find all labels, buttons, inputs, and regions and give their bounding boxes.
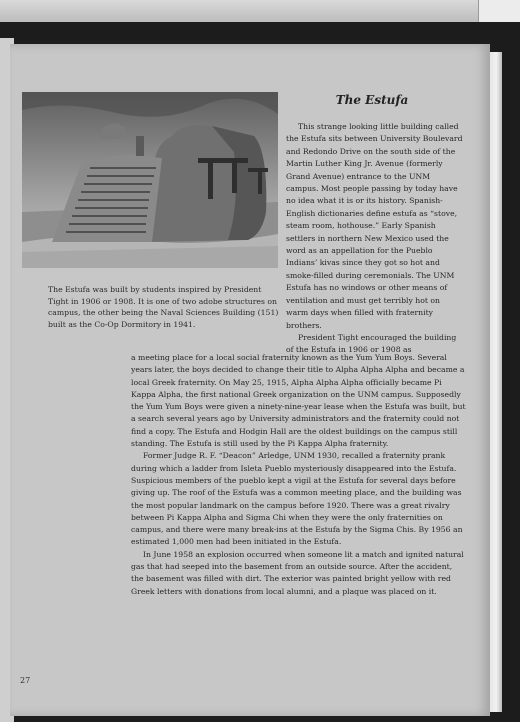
body-paragraph: a meeting place for a local social fraternity known as the Yum Yum Boys. Several years later, the boys decided to change their title to Alpha Alpha Alpha and became a local Greek fraternity. On May 25, 1915, Alpha Alpha Alpha officially became Pi Kappa Alpha, the first national Greek organization on the UNM campus. Supposedly the Yum Yum Boys were given a ninety-nine-year lease when the Estufa was built, but a search several years ago by University administrators and the fraternity could not find a copy. The Estufa and Hodgin Hall are the oldest buildings on the campus still standing. The Estufa is still used by the Pi Kappa Alpha fraternity. <box>131 353 466 449</box>
body-paragraph: Former Judge R. F. “Deacon” Arledge, UNM 1930, recalled a fraternity prank during which a ladder from Isleta Pueblo mysteriously disappeared into the Estufa. Suspicious members of the pueblo kept a vigil at the Estufa for several days before giving up. The roof of the Estufa was a common meeting place, and the building was the most popular landmark on the campus before 1920. There was a great rivalry between Pi Kappa Alpha and Sigma Chi when they were the only fraternities on campus, and there were many break-ins at the Estufa by the Sigma Chis. By 1956 an estimated 1,000 men had been initiated in the Estufa. <box>131 451 463 547</box>
chimney-post <box>136 136 144 156</box>
estufa-illustration <box>22 92 278 268</box>
article-column-text <box>286 121 464 357</box>
photo-caption: The Estufa was built by students inspired by President Tight in 1906 or 1908. It is one of two adobe structures on campus, the other being the Naval Sciences Building (151) built as the Co-Op Dormitory in 1941. <box>48 285 279 329</box>
article-full-width-text <box>131 352 467 598</box>
estufa-photo <box>22 92 278 268</box>
article-title: The Estufa <box>335 93 409 107</box>
body-paragraph: In June 1958 an explosion occurred when someone lit a match and ignited natural gas that had seeped into the basement from an outside source. After the accident, the basement was filled with dirt. The exterior was painted bright yellow with red Greek letters with donations from local alumni, and a plaque was placed on it. <box>131 549 464 596</box>
page-edge <box>488 52 502 712</box>
page-number: 27 <box>20 676 31 685</box>
facing-page-strip <box>0 0 520 22</box>
body-paragraph: This strange looking little building called the Estufa sits between University Boulevard and Redondo Drive on the south side of the Martin Luther King Jr. Avenue (formerly Grand Avenue) entrance to the UNM campus. Most people passing by today have no idea what it is or its history. Spanish-English dictionaries define estufa as “stove, steam room, hothouse.” Early Spanish settlers in northern New Mexico used the word as an appellation for the Pueblo Indians’ kivas since they got so hot and smoke-filled during ceremonials. The UNM Estufa has no windows or other means of ventilation and must get terribly hot on warm days when filled with fraternity brothers. <box>286 122 463 330</box>
body-paragraph: President Tight encouraged the building of the Estufa in 1906 or 1908 as <box>286 332 457 355</box>
book-cover-corner <box>478 0 520 22</box>
